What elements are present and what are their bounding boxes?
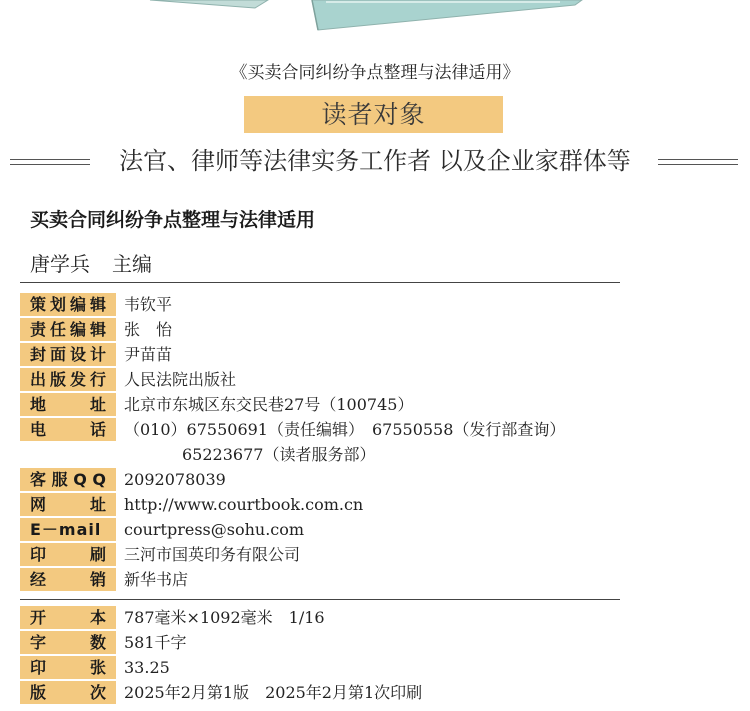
detail-label xyxy=(20,681,116,704)
label-char: 责 xyxy=(30,320,47,339)
label-char: 址 xyxy=(89,495,106,514)
label-char: 本 xyxy=(89,608,106,627)
label-char: 设 xyxy=(69,345,86,364)
audience-heading: 读者对象 xyxy=(244,96,503,133)
audience-line xyxy=(0,143,750,179)
detail-row xyxy=(20,517,720,542)
label-char: 址 xyxy=(89,395,106,414)
detail-value: 581千字 xyxy=(124,633,187,652)
double-rule-right xyxy=(658,159,738,165)
detail-value: 北京市东城区东交民巷27号（100745） xyxy=(124,395,414,414)
detail-label xyxy=(20,631,116,654)
detail-row xyxy=(20,292,720,317)
detail-row xyxy=(20,605,720,630)
label-char: 经 xyxy=(30,570,47,589)
detail-value: 张 怡 xyxy=(124,320,173,339)
publication-details xyxy=(20,292,720,592)
label-char: 地 xyxy=(30,395,47,414)
detail-label xyxy=(20,606,116,629)
label-char: 话 xyxy=(89,420,106,439)
detail-row xyxy=(20,492,720,517)
detail-row xyxy=(20,630,720,655)
detail-value: 人民法院出版社 xyxy=(124,370,237,389)
detail-row xyxy=(20,680,720,705)
detail-value: 尹苗苗 xyxy=(124,345,173,364)
label-char: 辑 xyxy=(89,320,106,339)
detail-row xyxy=(20,655,720,680)
detail-label xyxy=(20,568,116,591)
detail-row xyxy=(20,342,720,367)
detail-value: courtpress@sohu.com xyxy=(124,520,305,539)
detail-label xyxy=(20,368,116,391)
audience-text: 法官、律师等法律实务工作者 以及企业家群体等 xyxy=(119,147,631,175)
detail-label xyxy=(20,318,116,341)
label-char: Q xyxy=(73,470,87,489)
detail-label xyxy=(20,418,116,441)
detail-value-continuation: 65223677（读者服务部） xyxy=(182,445,376,464)
detail-row xyxy=(20,542,720,567)
label-char: 面 xyxy=(49,345,66,364)
editor-line xyxy=(30,248,152,277)
detail-row xyxy=(20,317,720,342)
detail-row xyxy=(20,392,720,417)
detail-label xyxy=(20,656,116,679)
book-caption: 《买卖合同纠纷争点整理与法律适用》 xyxy=(230,63,520,83)
label-char: 张 xyxy=(89,658,106,677)
label-char: 编 xyxy=(69,295,86,314)
label-char: 次 xyxy=(89,683,106,702)
divider-top xyxy=(20,282,620,283)
label-char: 印 xyxy=(30,545,47,564)
format-details xyxy=(20,605,720,705)
detail-value: 2092078039 xyxy=(124,470,226,489)
detail-value: 三河市国英印务有限公司 xyxy=(124,545,301,564)
detail-value: 2025年2月第1版 2025年2月第1次印刷 xyxy=(124,683,423,702)
book-box-image xyxy=(0,0,750,40)
detail-label xyxy=(20,293,116,316)
detail-label xyxy=(20,393,116,416)
label-char: 客 xyxy=(30,470,47,489)
label-char: 销 xyxy=(89,570,106,589)
label-char: 版 xyxy=(49,370,66,389)
label-char: 策 xyxy=(30,295,47,314)
detail-row xyxy=(20,467,720,492)
label-char: 版 xyxy=(30,683,47,702)
label-char: 计 xyxy=(89,345,106,364)
label-char: 印 xyxy=(30,658,47,677)
detail-value: 787毫米×1092毫米 1/16 xyxy=(124,608,325,627)
detail-value: （010）67550691（责任编辑） 67550558（发行部查询） xyxy=(124,420,566,439)
label-char: 电 xyxy=(30,420,47,439)
book-title: 买卖合同纠纷争点整理与法律适用 xyxy=(30,209,316,231)
label-char: 数 xyxy=(89,633,106,652)
label-char: 字 xyxy=(30,633,47,652)
label-char: 行 xyxy=(89,370,106,389)
label-char: 任 xyxy=(49,320,66,339)
label-char: 服 xyxy=(51,470,68,489)
label-char: 辑 xyxy=(89,295,106,314)
label-char: 刷 xyxy=(89,545,106,564)
detail-label: E－mail xyxy=(20,518,116,541)
label-char: 划 xyxy=(49,295,66,314)
detail-value: 新华书店 xyxy=(124,570,189,589)
label-char: 编 xyxy=(69,320,86,339)
label-char: 发 xyxy=(69,370,86,389)
label-char: Q xyxy=(92,470,106,489)
editor-role: 主编 xyxy=(112,252,152,276)
label-char: 出 xyxy=(30,370,47,389)
editor-name: 唐学兵 xyxy=(30,252,90,276)
detail-value: http://www.courtbook.com.cn xyxy=(124,495,364,514)
detail-row xyxy=(20,417,720,442)
label-char: 开 xyxy=(30,608,47,627)
double-rule-left xyxy=(10,159,90,165)
detail-row-continuation xyxy=(20,442,720,467)
label-char: 网 xyxy=(30,495,47,514)
detail-value: 33.25 xyxy=(124,658,170,677)
detail-value: 韦钦平 xyxy=(124,295,173,314)
detail-row xyxy=(20,567,720,592)
label-char: 封 xyxy=(30,345,47,364)
detail-row xyxy=(20,367,720,392)
detail-label xyxy=(20,493,116,516)
detail-label xyxy=(20,468,116,491)
detail-label xyxy=(20,343,116,366)
detail-label xyxy=(20,543,116,566)
divider-middle xyxy=(20,599,620,600)
